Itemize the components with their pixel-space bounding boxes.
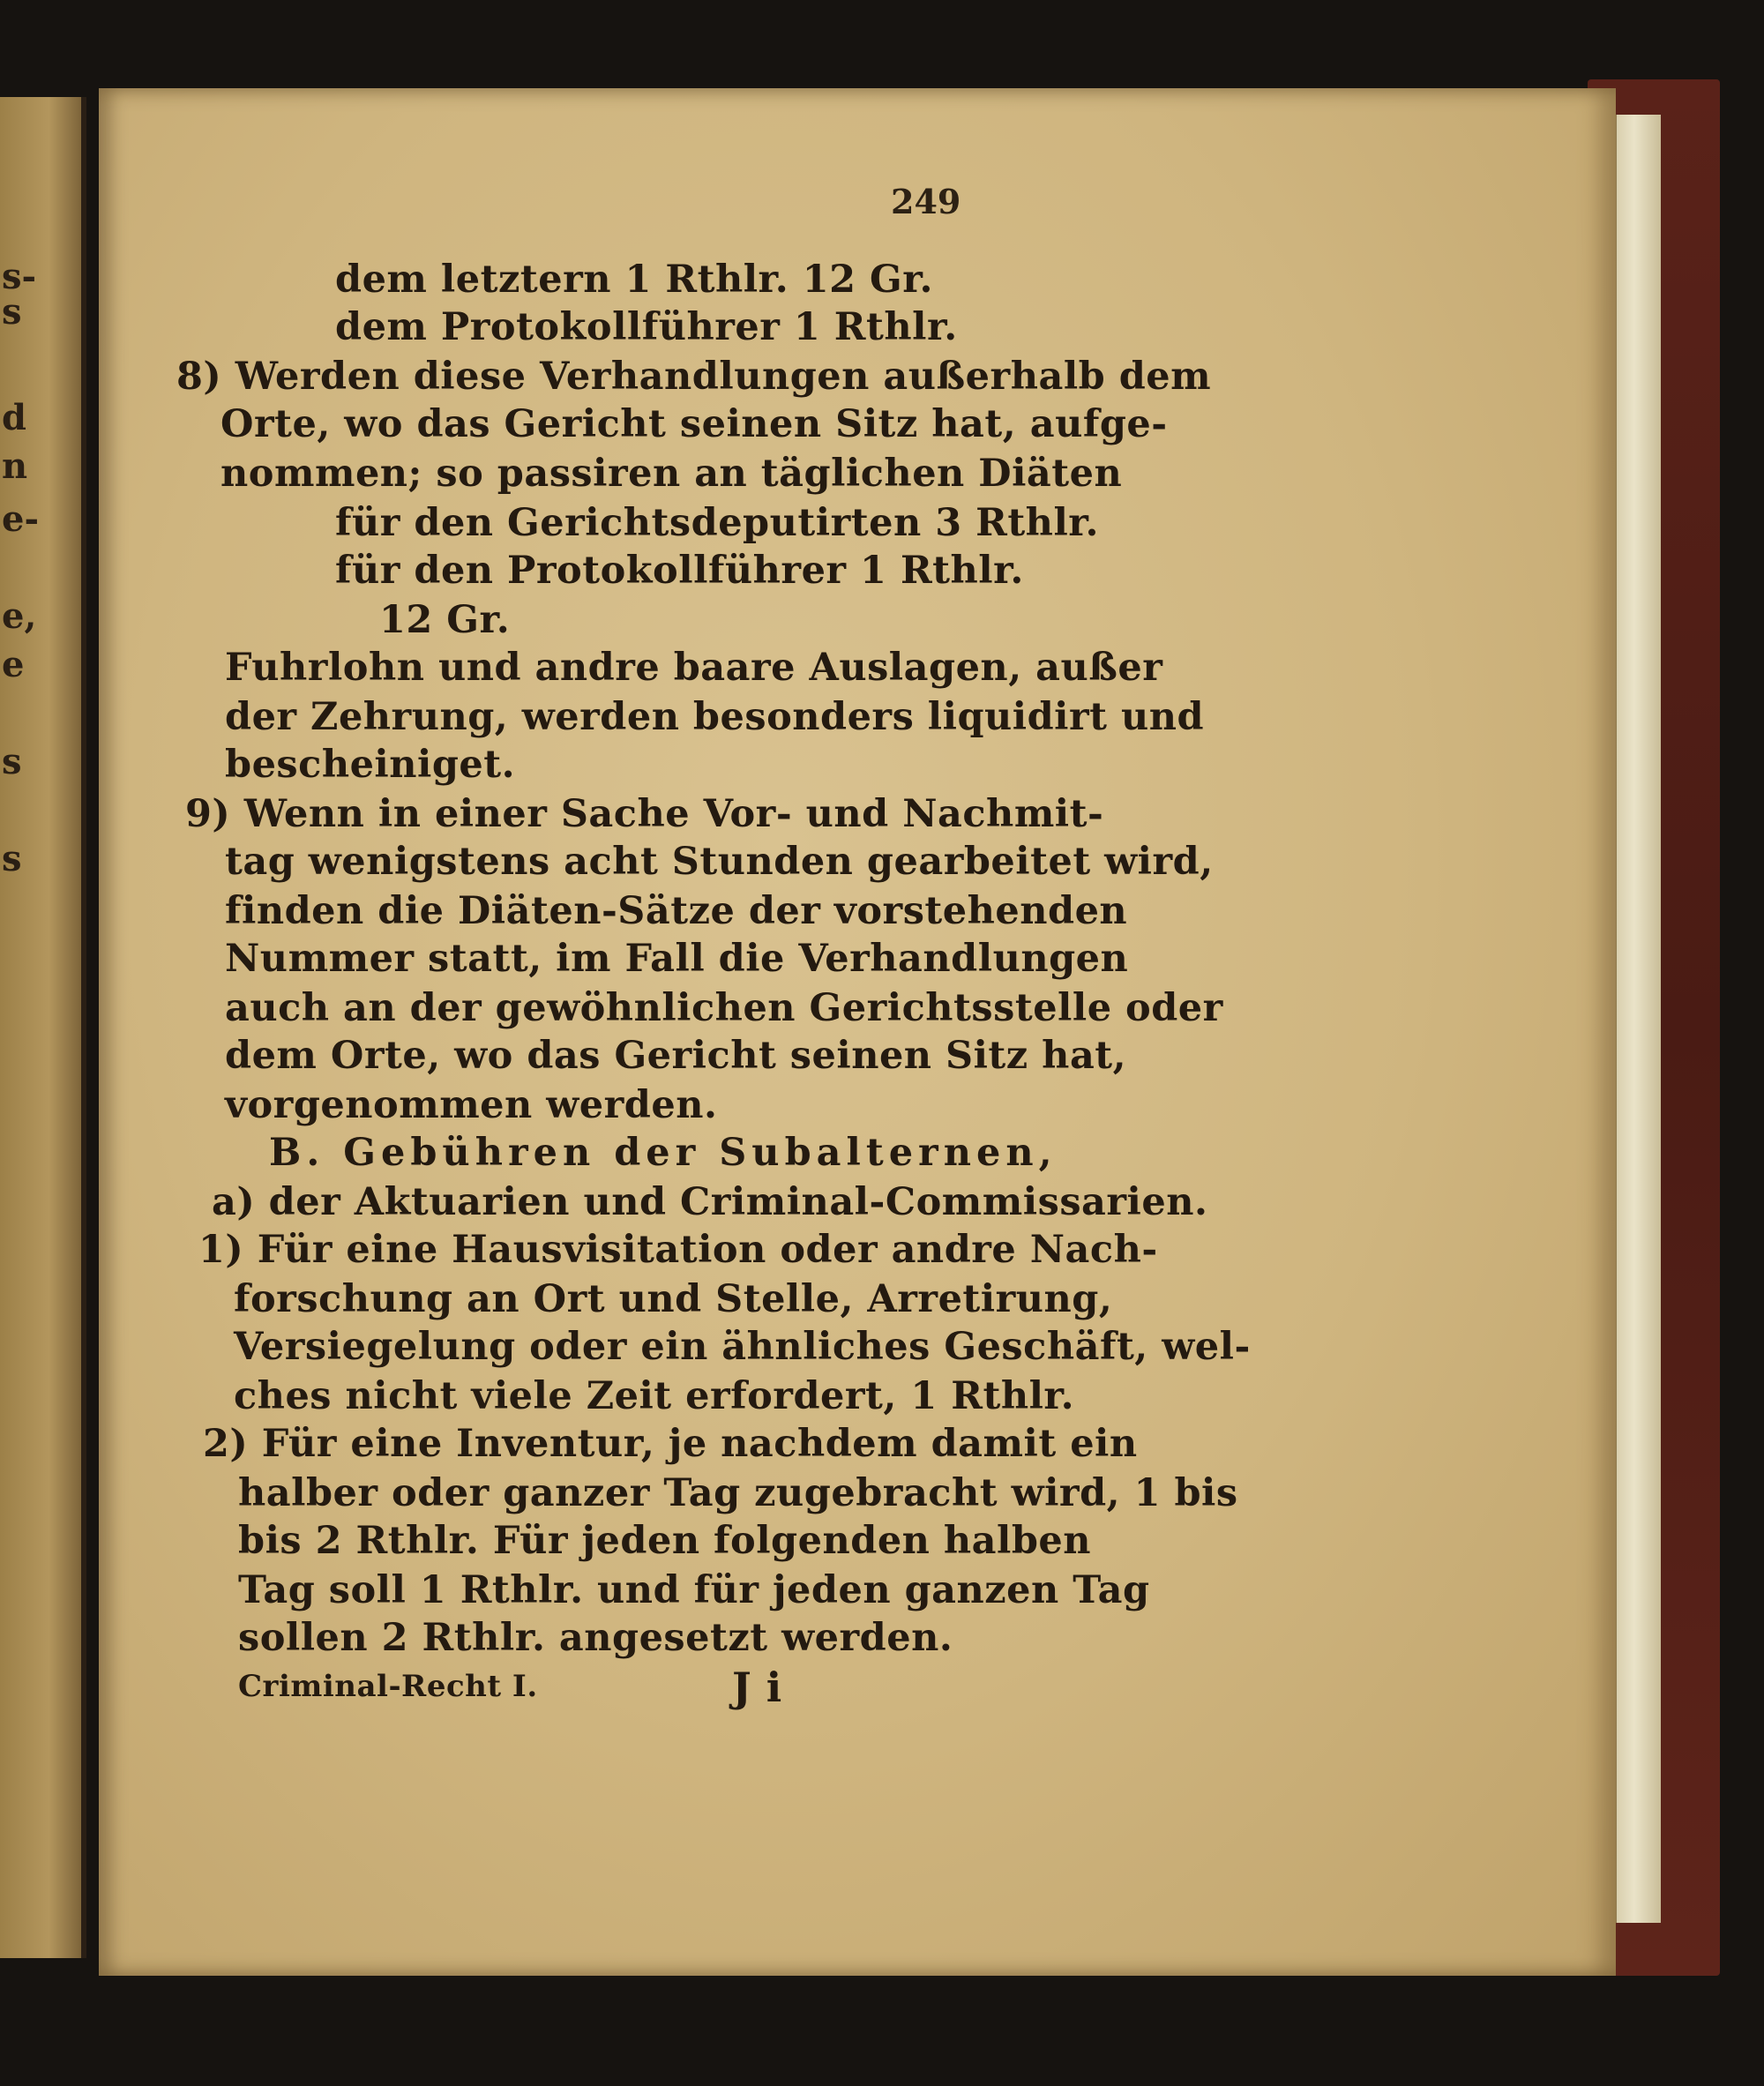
text-line: halber oder ganzer Tag zugebracht wird, 1 bis (238, 1471, 1238, 1515)
left-page-fragment: s- (2, 256, 37, 297)
subsection-heading: a) der Aktuarien und Criminal-Commissarien. (212, 1180, 1208, 1224)
left-page-fragment: e- (2, 498, 40, 540)
signature-mark: J i (732, 1664, 782, 1711)
text-line: forschung an Ort und Stelle, Arretirung, (234, 1277, 1113, 1321)
text-line: vorgenommen werden. (225, 1083, 718, 1127)
page-number: 249 (891, 182, 961, 221)
text-line: nommen; so passiren an täglichen Diäten (220, 452, 1123, 496)
text-line: bescheiniget. (225, 743, 516, 787)
text-line: ches nicht viele Zeit erfordert, 1 Rthlr. (234, 1374, 1075, 1418)
text-line: 12 Gr. (379, 598, 511, 642)
left-page-fragment: d (2, 397, 26, 438)
text-line: auch an der gewöhnlichen Gerichtsstelle oder (225, 986, 1223, 1030)
text-line: tag wenigstens acht Stunden gearbeitet wird, (225, 840, 1214, 884)
text-line: Nummer statt, im Fall die Verhandlungen (225, 937, 1129, 981)
text-line: 2) Für eine Inventur, je nachdem damit ein (203, 1422, 1138, 1466)
text-line: 9) Wenn in einer Sache Vor- und Nachmit- (185, 792, 1104, 836)
left-page-fragment: e, (2, 595, 37, 637)
text-line: dem letztern 1 Rthlr. 12 Gr. (335, 258, 933, 302)
text-line: für den Gerichtsdeputirten 3 Rthlr. (335, 501, 1099, 545)
text-line: Orte, wo das Gericht seinen Sitz hat, aufge- (220, 402, 1168, 446)
text-line: für den Protokollführer 1 Rthlr. (335, 549, 1024, 593)
footer-title: Criminal-Recht I. (238, 1669, 538, 1704)
text-line: 1) Für eine Hausvisitation oder andre Nach- (198, 1228, 1158, 1272)
text-line: bis 2 Rthlr. Für jeden folgenden halben (238, 1519, 1092, 1563)
text-line: finden die Diäten-Sätze der vorstehenden (225, 889, 1128, 933)
text-line: 8) Werden diese Verhandlungen außerhalb dem (176, 355, 1212, 399)
text-line: sollen 2 Rthlr. angesetzt werden. (238, 1616, 953, 1660)
text-line: Versiegelung oder ein ähnliches Geschäft, wel- (234, 1325, 1251, 1369)
text-line: dem Protokollführer 1 Rthlr. (335, 305, 958, 349)
text-line: Tag soll 1 Rthlr. und für jeden ganzen Tag (238, 1568, 1150, 1612)
left-page-fragment: s (2, 291, 22, 333)
text-line: der Zehrung, werden besonders liquidirt und (225, 695, 1205, 739)
left-page-fragment: s (2, 838, 22, 879)
left-page-fragment: n (2, 445, 28, 487)
section-heading: B. Gebühren der Subalternen, (269, 1131, 1058, 1175)
text-line: Fuhrlohn und andre baare Auslagen, außer (225, 646, 1163, 690)
text-line: dem Orte, wo das Gericht seinen Sitz hat, (225, 1034, 1127, 1078)
left-page-fragment: s (2, 741, 22, 782)
left-page-fragment: e (2, 644, 25, 685)
